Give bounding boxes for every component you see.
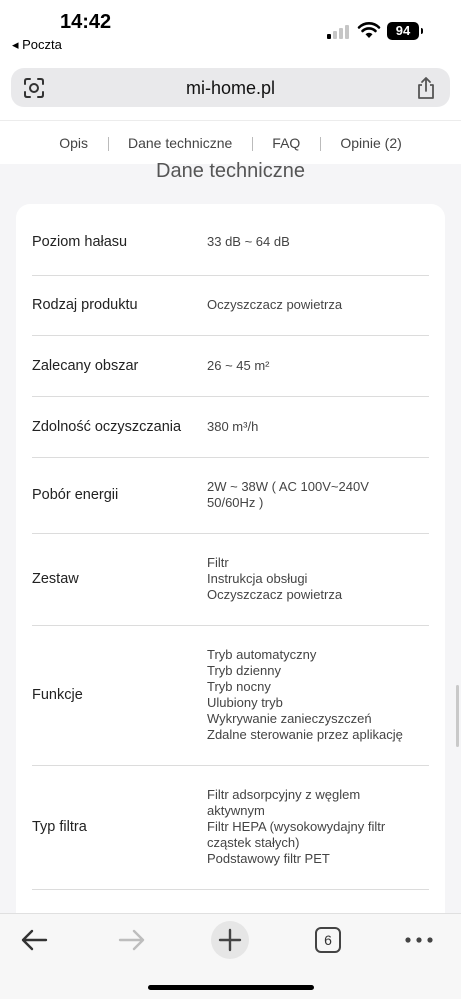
spec-row [32,210,429,276]
specs-card [16,204,445,964]
spec-value-line: 26 ~ 45 m² [207,357,270,373]
spec-value-line: Wykrywanie zanieczyszczeń [207,711,372,726]
spec-row [32,766,429,890]
url-text[interactable]: mi-home.pl [185,78,276,98]
tab-opinie[interactable]: Opinie (2) [320,135,421,151]
battery-indicator: 94 [387,22,419,40]
battery-tip [421,28,423,34]
spec-label: Zalecany obszar [32,357,139,374]
spec-value-line: cząstek stałych) [207,835,300,850]
back-to-app-link[interactable]: ◂ Poczta [12,37,62,52]
cellular-signal-icon [327,25,351,39]
wifi-icon [357,20,381,40]
spec-value-line: 380 m³/h [207,418,259,434]
browser-header [0,60,461,120]
spec-value [207,479,427,511]
spec-value [207,787,427,867]
more-options-icon[interactable] [404,924,434,956]
spec-value-line: 2W ~ 38W ( AC 100V~240V [207,479,369,494]
spec-value-line: aktywnym [207,803,265,818]
spec-value-line: 33 dB ~ 64 dB [207,234,290,249]
spec-row [32,397,429,458]
spec-value-line: Filtr HEPA (wysokowydajny filtr [207,819,386,834]
spec-value-line: Tryb automatyczny [207,647,317,662]
clock: 14:42 [60,11,112,33]
scrollbar[interactable] [456,685,459,747]
spec-label: Zdolność oczyszczania [32,418,182,435]
spec-row [32,336,429,397]
section-title: Dane techniczne [156,160,305,182]
spec-value-line: Oczyszczacz powietrza [207,297,343,312]
spec-value [207,647,427,743]
tabs-count-button[interactable]: 6 [315,927,341,953]
spec-value-line: Zdalne sterowanie przez aplikację [207,727,403,742]
new-tab-icon[interactable] [210,920,250,960]
spec-row [32,458,429,534]
forward-arrow-icon[interactable] [116,924,148,956]
spec-value-line: Instrukcja obsługi [207,571,308,586]
spec-value-line: Filtr adsorpcyjny z węglem [207,787,361,802]
spec-value-line: Ulubiony tryb [207,695,283,710]
product-tabs [0,120,461,164]
spec-value [207,234,427,250]
status-bar [0,0,461,60]
spec-value-line: Podstawowy filtr PET [207,851,330,866]
spec-value [207,358,427,374]
spec-row [32,276,429,336]
spec-label: Pobór energii [32,487,119,503]
address-bar[interactable] [11,68,450,107]
spec-row [32,626,429,766]
spec-value [207,419,427,435]
spec-label: Typ filtra [32,819,87,835]
share-icon[interactable] [416,76,436,100]
spec-label: Zestaw [32,571,79,587]
spec-value [207,297,427,313]
spec-label: Rodzaj produktu [32,297,138,313]
home-indicator [148,985,314,990]
spec-row [32,534,429,626]
spec-value-line: Filtr [207,555,229,570]
spec-value-line: Tryb dzienny [207,663,281,678]
tab-faq[interactable]: FAQ [252,135,320,151]
spec-label: Poziom hałasu [32,234,128,250]
back-arrow-icon[interactable] [18,924,50,956]
tab-dane-techniczne[interactable]: Dane techniczne [108,135,252,151]
spec-label: Funkcje [32,687,83,703]
spec-value-line: Oczyszczacz powietrza [207,587,343,602]
tab-opis[interactable]: Opis [59,134,88,151]
spec-value-line: Tryb nocny [207,679,271,694]
spec-value [207,555,427,603]
spec-value-line: 50/60Hz ) [207,495,264,510]
